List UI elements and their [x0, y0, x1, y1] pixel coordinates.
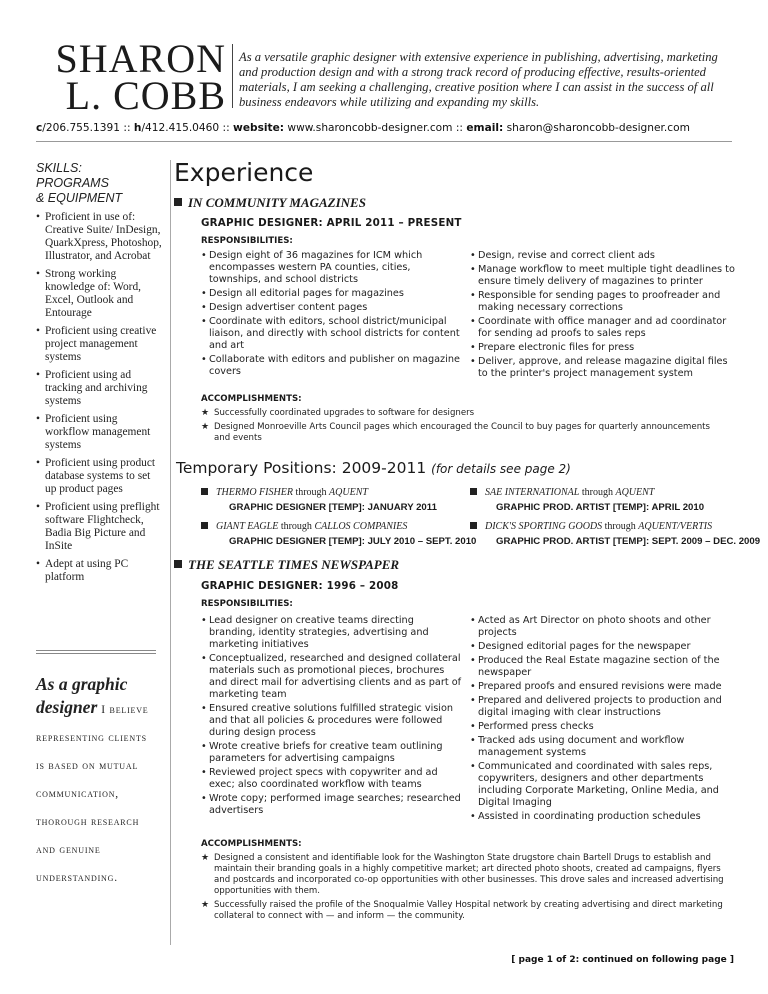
home-phone: /412.415.0460 — [141, 122, 220, 134]
temp-heading-note: (for details see page 2) — [431, 462, 571, 476]
website-label: website: — [233, 122, 285, 134]
agency-name: AQUENT/VERTIS — [638, 521, 713, 532]
website-link[interactable]: www.sharoncobb-designer.com — [287, 122, 453, 134]
quote-line: I believe — [101, 704, 149, 716]
responsibilities-label: RESPONSIBILITIES: — [201, 599, 293, 609]
company-heading — [174, 557, 399, 573]
responsibilities-list-right — [470, 615, 735, 825]
skill-item: • Proficient using ad tracking and archiving systems — [36, 369, 164, 408]
list-item: • Lead designer on creative teams directing branding, identity strategies, advertising and marketing initiatives — [201, 615, 463, 651]
name-line-2: L. COBB — [65, 73, 226, 118]
through-text: through — [280, 521, 312, 532]
cell-phone: /206.755.1391 — [42, 122, 120, 134]
temp-heading-text: Temporary Positions: 2009-2011 — [176, 459, 427, 477]
separator: :: — [222, 122, 230, 134]
square-bullet-icon — [470, 488, 477, 495]
square-bullet-icon — [201, 488, 208, 495]
list-item: • Conceptualized, researched and designed collateral materials such as promotional pieces, brochures and direct mail for advertising clients and as part of marketing team — [201, 653, 463, 701]
company-name: DICK'S SPORTING GOODS — [485, 521, 603, 532]
square-bullet-icon — [174, 198, 182, 206]
list-item: • Communicated and coordinated with sales reps, copywriters, designers and other departments including Corporate Marketing, Online Media, and Digital Imaging — [470, 761, 735, 809]
sidebar-divider — [36, 650, 156, 654]
name-line-1: SHARON — [55, 36, 226, 81]
candidate-name — [36, 36, 226, 118]
list-item: • Collaborate with editors and publisher on magazine covers — [201, 354, 463, 378]
list-item: • Prepared and delivered projects to production and digital imaging with clear instructions — [470, 695, 735, 719]
temp-position-role: GRAPHIC DESIGNER [TEMP]: JULY 2010 – SEPT. 2010 — [229, 536, 477, 547]
agency-name: AQUENT — [615, 487, 655, 498]
company-name: THE SEATTLE TIMES NEWSPAPER — [188, 557, 400, 572]
list-item: • Coordinate with office manager and ad coordinator for sending ad proofs to sales reps — [470, 316, 735, 340]
agency-name: CALLOS COMPANIES — [314, 521, 408, 532]
temp-position-company — [201, 521, 407, 532]
company-heading — [174, 195, 366, 211]
quote-line: thorough research — [36, 816, 140, 828]
cell-label: c — [36, 122, 43, 134]
responsibilities-list-right — [470, 250, 735, 382]
separator: :: — [123, 122, 131, 134]
company-name: GIANT EAGLE — [216, 521, 279, 532]
skill-item: • Proficient using preflight software Flightcheck, Badia Big Picture and InSite — [36, 501, 164, 553]
through-text: through — [581, 487, 613, 498]
responsibilities-list-left — [201, 615, 463, 819]
list-item: • Reviewed project specs with copywriter and ad exec; also coordinated workflow with teams — [201, 767, 463, 791]
list-item: • Prepare electronic files for press — [470, 342, 735, 354]
quote-line: is based on mutual — [36, 760, 139, 772]
skills-list — [36, 211, 164, 589]
quote-line: and genuine — [36, 844, 101, 856]
list-item: • Manage workflow to meet multiple tight deadlines to ensure timely delivery of magazines to printer — [470, 264, 735, 288]
list-item: ★ Designed Monroeville Arts Council pages which encouraged the Council to buy pages for quarterly announcements and events — [201, 422, 721, 444]
list-item: • Design, revise and correct client ads — [470, 250, 735, 262]
skill-item: • Proficient using workflow management systems — [36, 413, 164, 452]
separator: :: — [455, 122, 463, 134]
page-footer: [ page 1 of 2: continued on following page ] — [511, 955, 734, 965]
accomplishments-label: ACCOMPLISHMENTS: — [201, 394, 302, 404]
list-item: • Assisted in coordinating production schedules — [470, 811, 735, 823]
agency-name: AQUENT — [329, 487, 368, 498]
temporary-positions-heading — [176, 459, 571, 477]
job-title: GRAPHIC DESIGNER: 1996 – 2008 — [201, 580, 399, 592]
square-bullet-icon — [201, 522, 208, 529]
list-item: • Wrote creative briefs for creative team outlining parameters for advertising campaigns — [201, 741, 463, 765]
square-bullet-icon — [174, 560, 182, 568]
accomplishments-list — [201, 408, 721, 447]
list-item: • Acted as Art Director on photo shoots and other projects — [470, 615, 735, 639]
skill-item: • Adept at using PC platform — [36, 558, 164, 584]
square-bullet-icon — [470, 522, 477, 529]
temp-position-company — [470, 487, 654, 498]
header-divider — [36, 141, 732, 142]
company-name: THERMO FISHER — [216, 487, 293, 498]
column-divider — [170, 160, 171, 945]
temp-position-role: GRAPHIC PROD. ARTIST [TEMP]: APRIL 2010 — [496, 502, 705, 513]
quote-line: communication, — [36, 788, 119, 800]
responsibilities-list-left — [201, 250, 463, 380]
name-divider — [232, 44, 233, 108]
list-item: • Responsible for sending pages to proofreader and making necessary corrections — [470, 290, 735, 314]
job-title: GRAPHIC DESIGNER: APRIL 2011 – PRESENT — [201, 217, 462, 229]
list-item: • Designed editorial pages for the newspaper — [470, 641, 735, 653]
list-item: • Deliver, approve, and release magazine digital files to the printer's project management system — [470, 356, 735, 380]
list-item: • Performed press checks — [470, 721, 735, 733]
company-name: IN COMMUNITY MAGAZINES — [188, 195, 366, 210]
skill-item: • Proficient in use of: Creative Suite/ InDesign, QuarkXpress, Photoshop, Illustrator, and Acrobat — [36, 211, 164, 263]
list-item: ★ Designed a consistent and identifiable look for the Washington State drugstore chain Bartell Drugs to establish and maintain their branding goals in a highly competitive market; art directed photo shoots, created ad campaigns, flyers and postcards and incorporated co-op opportunities with other businesses. This drove sales and increased advertising opportunities with them. — [201, 853, 737, 897]
quote-line: As a graphic — [36, 674, 128, 694]
temp-position-company — [201, 487, 368, 498]
list-item: ★ Successfully coordinated upgrades to software for designers — [201, 408, 721, 419]
list-item: ★ Successfully raised the profile of the Snoqualmie Valley Hospital network by creating advertising and direct marketing collateral to connect with — and inform — the community. — [201, 900, 737, 922]
philosophy-quote — [36, 673, 164, 892]
list-item: • Design all editorial pages for magazines — [201, 288, 463, 300]
email-link[interactable]: sharon@sharoncobb-designer.com — [506, 122, 690, 134]
temp-position-role: GRAPHIC PROD. ARTIST [TEMP]: SEPT. 2009 – DEC. 2009 — [496, 536, 761, 547]
list-item: • Design eight of 36 magazines for ICM which encompasses western PA counties, cities, townships, and school districts — [201, 250, 463, 286]
list-item: • Wrote copy; performed image searches; researched advertisers — [201, 793, 463, 817]
list-item: • Tracked ads using document and workflow management systems — [470, 735, 735, 759]
list-item: • Coordinate with editors, school district/municipal liaison, and directly with school districts for content and art — [201, 316, 463, 352]
list-item: • Design advertiser content pages — [201, 302, 463, 314]
through-text: through — [295, 487, 327, 498]
objective-statement: As a versatile graphic designer with extensive experience in publishing, advertising, marketing and production design and with a strong track record of producing effective, results-oriented materials, I am seeking a challenging, creative position where I can assist in the success of all business endeavors while utilizing and expanding my skills. — [239, 50, 718, 109]
company-name: SAE INTERNATIONAL — [485, 487, 580, 498]
quote-line: representing clients — [36, 732, 147, 744]
skills-heading-line: & EQUIPMENT — [36, 191, 123, 205]
list-item: • Prepared proofs and ensured revisions were made — [470, 681, 735, 693]
skill-item: • Proficient using product database systems to set up product pages — [36, 457, 164, 496]
skill-item: • Strong working knowledge of: Word, Excel, Outlook and Entourage — [36, 268, 164, 320]
accomplishments-label: ACCOMPLISHMENTS: — [201, 839, 302, 849]
quote-line: understanding. — [36, 872, 118, 884]
contact-line — [36, 122, 736, 134]
quote-line: designer — [36, 697, 98, 717]
experience-heading: Experience — [174, 158, 314, 187]
skill-item: • Proficient using creative project management systems — [36, 325, 164, 364]
temp-position-company — [470, 521, 712, 532]
home-label: h — [133, 122, 142, 134]
list-item: • Ensured creative solutions fulfilled strategic vision and that all policies & procedures were followed during design process — [201, 703, 463, 739]
temp-position-role: GRAPHIC DESIGNER [TEMP]: JANUARY 2011 — [229, 502, 437, 513]
through-text: through — [604, 521, 636, 532]
list-item: • Produced the Real Estate magazine section of the newspaper — [470, 655, 735, 679]
accomplishments-list — [201, 853, 737, 925]
skills-heading-line: SKILLS: — [36, 161, 82, 175]
responsibilities-label: RESPONSIBILITIES: — [201, 236, 293, 246]
skills-heading-line: PROGRAMS — [36, 176, 109, 190]
email-label: email: — [466, 122, 504, 134]
skills-heading — [36, 161, 166, 206]
